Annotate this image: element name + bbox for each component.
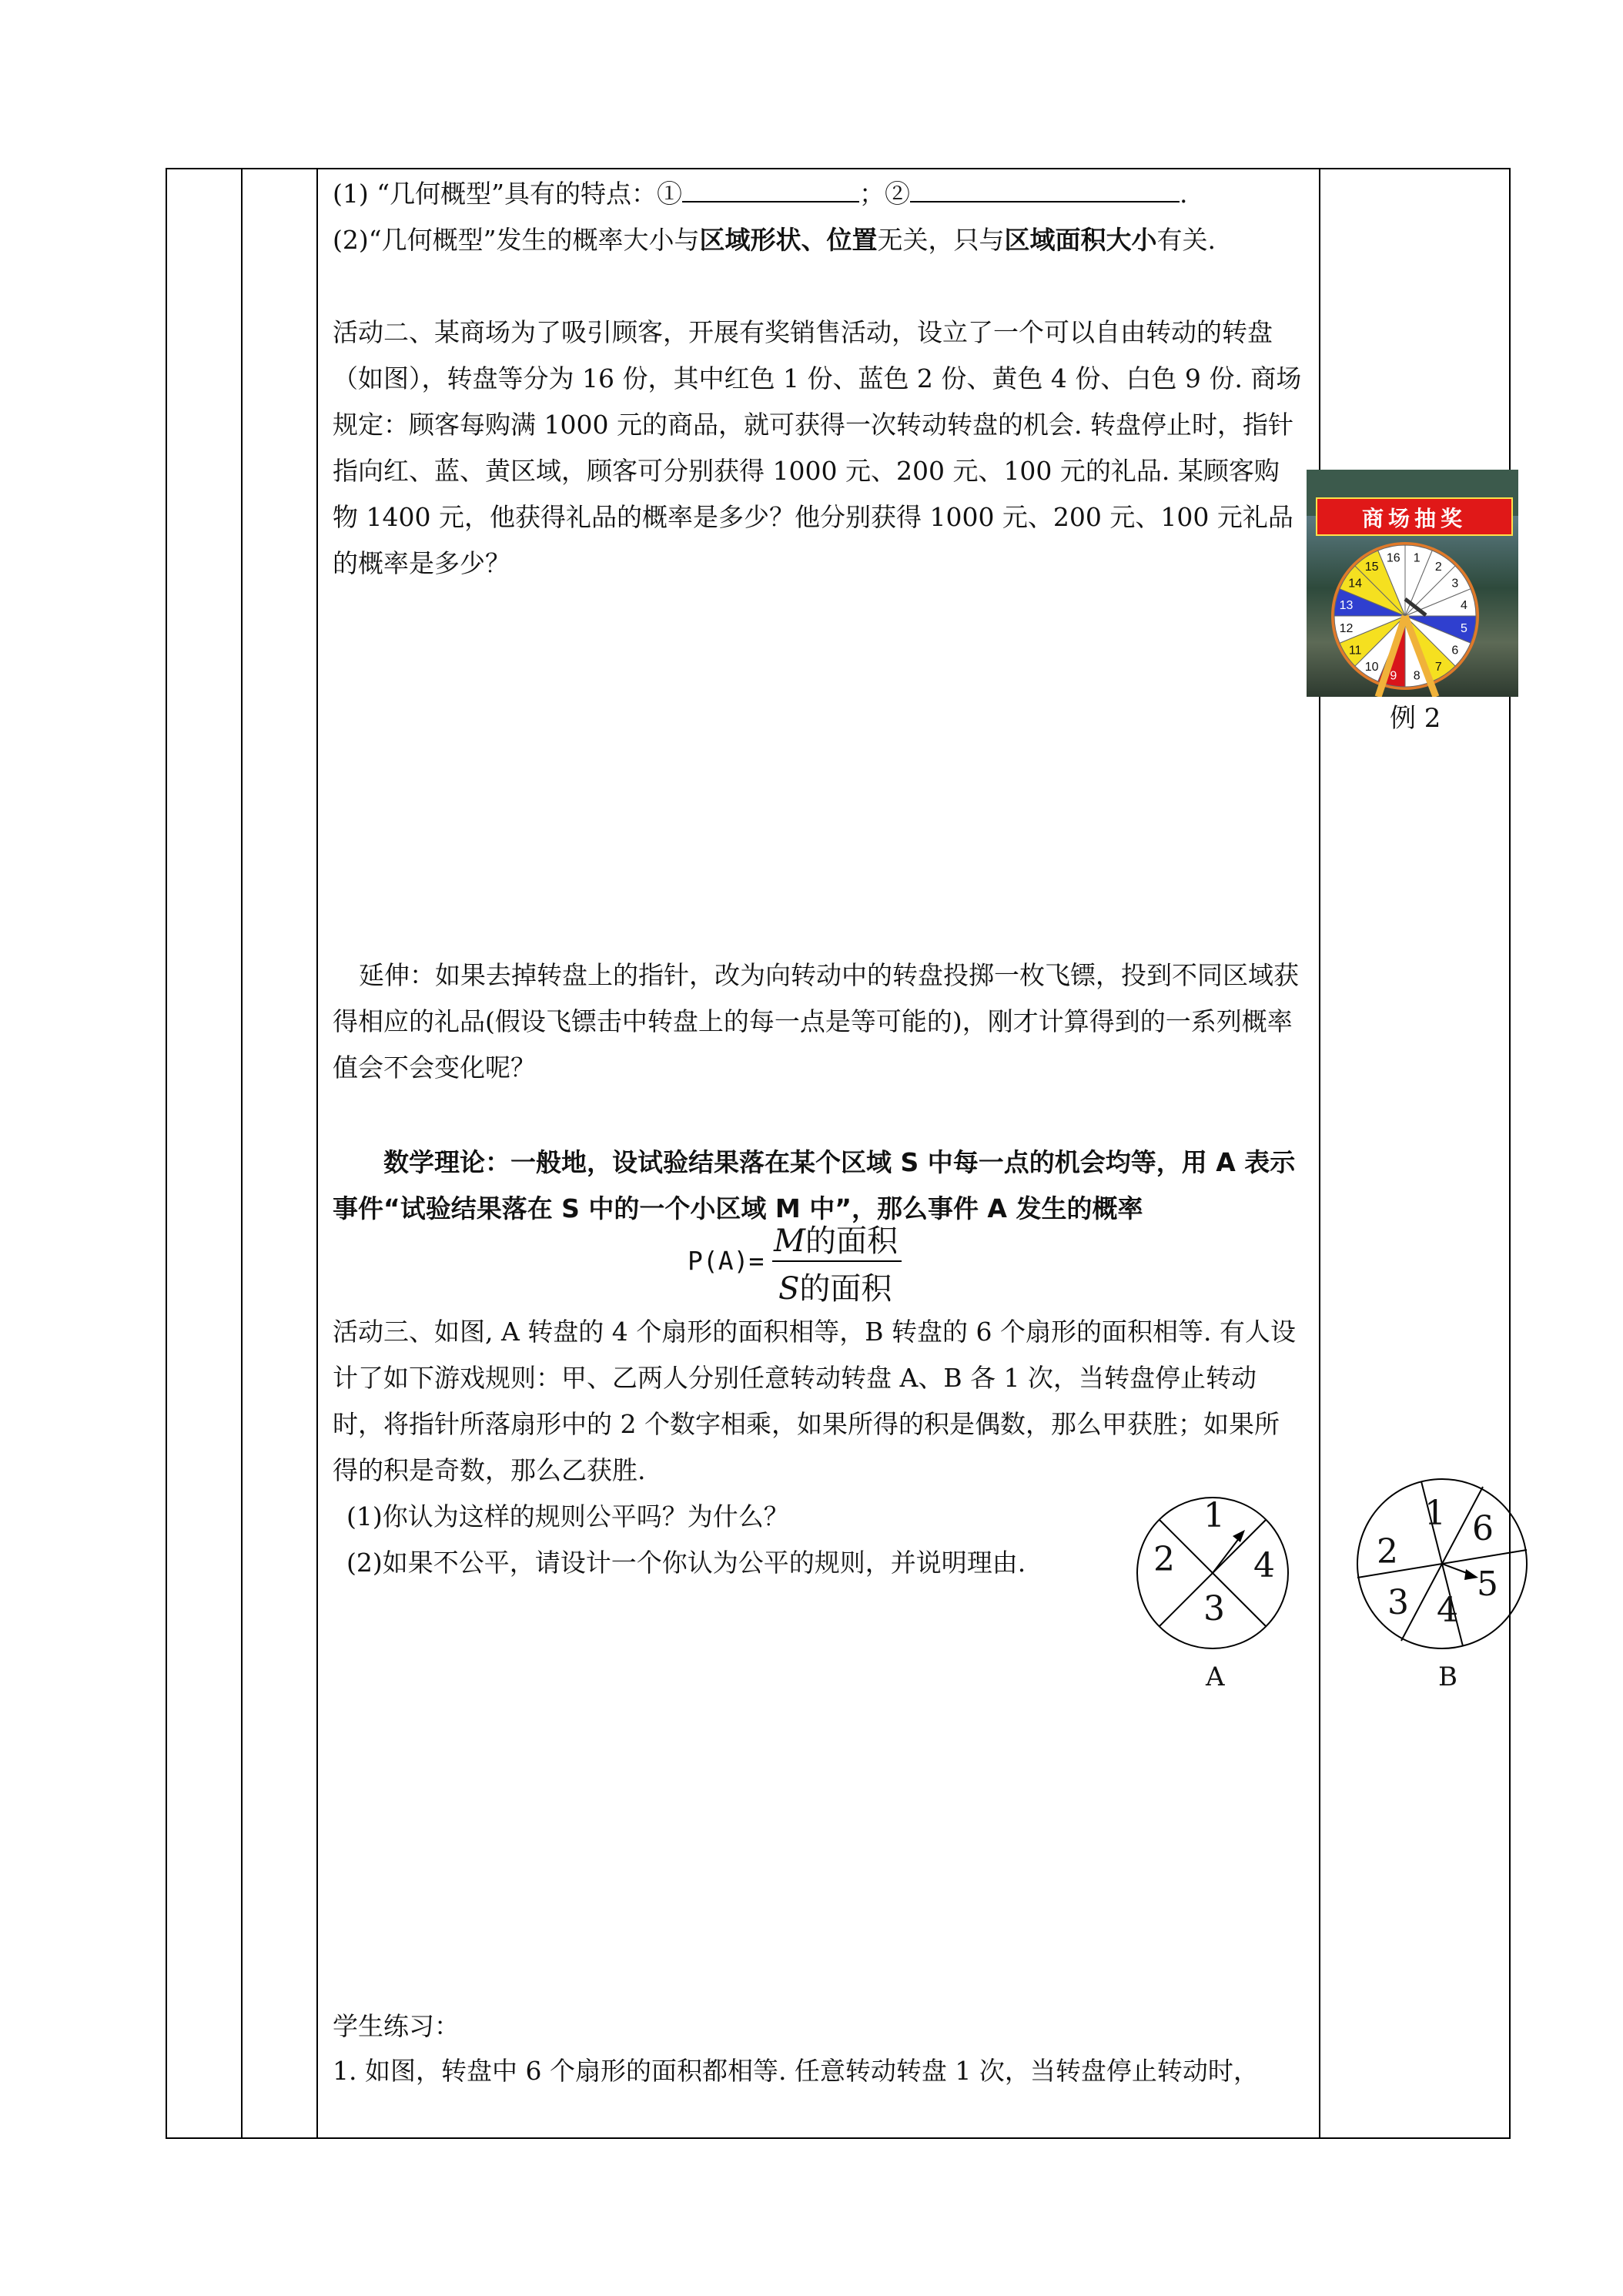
item-1-mid: ；② bbox=[858, 179, 910, 209]
spinner-b-num-3: 3 bbox=[1387, 1583, 1409, 1622]
formula-lhs: P(A)= bbox=[688, 1246, 765, 1276]
item-2-text-a: (2)“几何概型”发生的概率大小与 bbox=[333, 225, 700, 255]
spinner-a-num-2: 2 bbox=[1153, 1540, 1175, 1579]
wheel-sector-number: 3 bbox=[1451, 577, 1459, 591]
wheel-sector-number: 5 bbox=[1461, 622, 1467, 636]
wheel-sector-number: 11 bbox=[1348, 644, 1362, 658]
answer-blank-1[interactable] bbox=[682, 178, 859, 202]
wheel-sector-number: 15 bbox=[1364, 561, 1379, 574]
spinner-b-num-4: 4 bbox=[1437, 1591, 1458, 1630]
table-border-bottom bbox=[166, 2137, 1511, 2139]
formula-denominator-var: S bbox=[778, 1271, 800, 1307]
item-2-probability-note bbox=[333, 217, 1303, 263]
spinner-a-label: A bbox=[1206, 1662, 1225, 1692]
activity-3-text: 活动三、如图, A 转盘的 4 个扇形的面积相等，B 转盘的 6 个扇形的面积相等. 有人设计了如下游戏规则：甲、乙两人分别任意转动转盘 A、B 各 1 次，当转盘停止转动时，将指针所落扇形中的 2 个数字相乘，如果所得的积是偶数，那么甲获胜；如果所得的积是奇数，那么乙获胜. bbox=[333, 1317, 1296, 1485]
spinner-a-num-4: 4 bbox=[1253, 1546, 1275, 1585]
probability-formula bbox=[688, 1217, 1011, 1309]
wheel-sector-number: 14 bbox=[1348, 577, 1363, 591]
wheel-sector-number: 2 bbox=[1434, 561, 1442, 574]
question-2: (2)如果不公平，请设计一个你认为公平的规则，并说明理由. bbox=[346, 1548, 1026, 1578]
table-border-left bbox=[166, 168, 167, 2139]
wheel-sector-number: 1 bbox=[1413, 551, 1421, 565]
formula-denominator bbox=[778, 1264, 892, 1308]
spinner-b-num-5: 5 bbox=[1477, 1565, 1498, 1604]
lottery-photo bbox=[1307, 470, 1518, 697]
table-border-right bbox=[1509, 168, 1511, 2139]
formula-numerator-var: M bbox=[774, 1223, 805, 1259]
formula-numerator bbox=[774, 1217, 898, 1260]
spinner-a-num-1: 1 bbox=[1203, 1496, 1225, 1535]
item-1-end: . bbox=[1179, 179, 1188, 209]
item-1-features bbox=[333, 171, 1303, 217]
activity-2-text: 活动二、某商场为了吸引顾客，开展有奖销售活动，设立了一个可以自由转动的转盘（如图），转盘等分为 16 份，其中红色 1 份、蓝色 2 份、黄色 4 份、白色 9 份. 商场规定：顾客每购满 1000 元的商品，就可获得一次转动转盘的机会. 转盘停止时，指针指向红、蓝、黄区域，顾客可分别获得 1000 元、200 元、100 元的礼品. 某顾客购物 1400 元，他获得礼品的概率是多少？他分别获得 1000 元、200 元、100 元礼品的概率是多少？ bbox=[333, 317, 1302, 578]
wheel-sector-number: 4 bbox=[1461, 598, 1467, 612]
fraction-bar bbox=[772, 1260, 902, 1262]
wheel-sector-number: 6 bbox=[1451, 644, 1459, 658]
item-2-text-e: 有关. bbox=[1156, 225, 1216, 255]
photo-caption: 例 2 bbox=[1390, 703, 1441, 734]
spinner-b-num-2: 2 bbox=[1377, 1532, 1398, 1571]
spinner-a-num-3: 3 bbox=[1203, 1589, 1225, 1628]
table-divider-2 bbox=[316, 168, 318, 2139]
answer-blank-2[interactable] bbox=[910, 178, 1180, 202]
spinner-b-num-1: 1 bbox=[1424, 1494, 1446, 1533]
question-1: (1)你认为这样的规则公平吗？为什么？ bbox=[346, 1501, 789, 1531]
spinner-b-num-6: 6 bbox=[1472, 1509, 1494, 1548]
photo-banner-text: 商场抽奖 bbox=[1361, 506, 1467, 531]
math-theory-text: 数学理论：一般地，设试验结果落在某个区域 S 中每一点的机会均等，用 A 表示事件“试验结果落在 S 中的一个小区域 M 中”，那么事件 A 发生的概率 bbox=[333, 1147, 1296, 1223]
wheel-sector-number: 10 bbox=[1364, 660, 1379, 674]
formula-numerator-text: 的面积 bbox=[805, 1223, 898, 1259]
wheel-sector-number: 12 bbox=[1339, 622, 1354, 636]
lottery-wheel-icon bbox=[1307, 470, 1518, 697]
practice-item-1: 1. 如图，转盘中 6 个扇形的面积都相等. 任意转动转盘 1 次，当转盘停止转动时， bbox=[333, 2056, 1259, 2086]
wheel-sector-number: 16 bbox=[1386, 551, 1400, 565]
extension-text: 延伸：如果去掉转盘上的指针，改为向转动中的转盘投掷一枚飞镖，投到不同区域获得相应的礼品(假设飞镖击中转盘上的每一点是等可能的)，刚才计算得到的一系列概率值会不会变化呢？ bbox=[333, 960, 1299, 1083]
practice-title: 学生练习： bbox=[333, 2011, 460, 2041]
item-2-bold-area: 区域面积大小 bbox=[1004, 225, 1157, 255]
wheel-sector-number: 7 bbox=[1434, 660, 1442, 674]
table-divider-3 bbox=[1319, 168, 1320, 2139]
item-2-text-c: 无关，只与 bbox=[877, 225, 1005, 255]
wheel-sector-number: 8 bbox=[1413, 669, 1421, 683]
wheel-sector-number: 13 bbox=[1339, 598, 1354, 612]
spinner-b-label: B bbox=[1438, 1662, 1457, 1692]
table-border-top bbox=[166, 168, 1511, 169]
wheel-sector-number: 9 bbox=[1390, 669, 1397, 683]
formula-denominator-text: 的面积 bbox=[799, 1271, 892, 1307]
table-divider-1 bbox=[241, 168, 243, 2139]
item-1-prefix: (1) “几何概型”具有的特点：① bbox=[333, 179, 682, 209]
item-2-bold-shape: 区域形状、位置 bbox=[699, 225, 878, 255]
